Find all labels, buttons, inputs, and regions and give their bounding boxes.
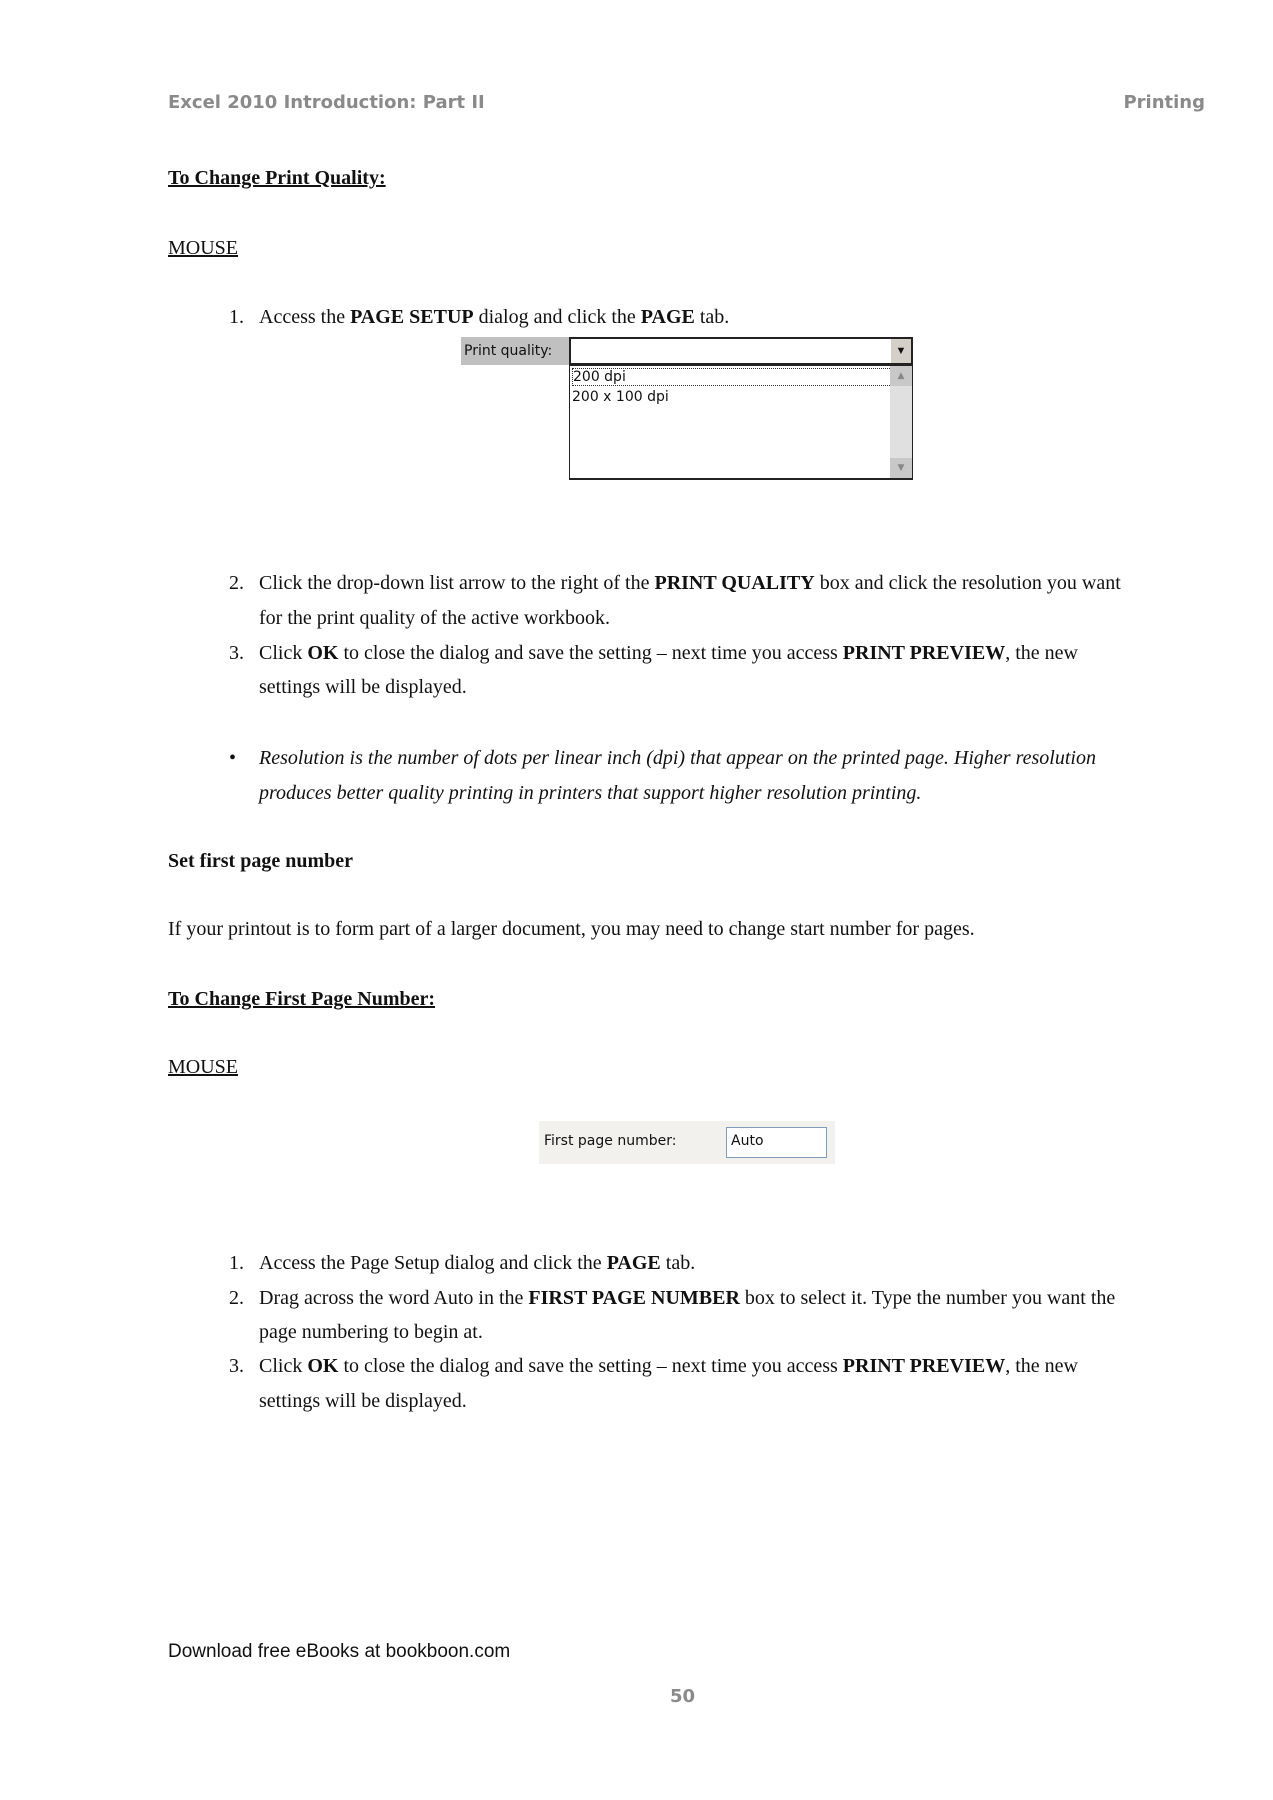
text-span: tab. [694, 306, 730, 328]
step-text-cont: settings will be displayed. [259, 676, 467, 698]
text-span: Drag across the word Auto in the [259, 1287, 529, 1309]
subsection-title: Set first page number [168, 850, 353, 872]
option-200x100dpi[interactable]: 200 x 100 dpi [572, 389, 669, 405]
section-heading: To Change First Page Number: [168, 988, 436, 1010]
option-200dpi[interactable]: 200 dpi [572, 368, 892, 386]
bullet-icon: • [229, 747, 237, 769]
bold-text: PRINT QUALITY [654, 572, 815, 594]
section-heading: To Change Print Quality: [168, 167, 386, 189]
text-span: box to select it. Type the number you want the [739, 1287, 1116, 1309]
print-quality-list[interactable] [569, 365, 913, 480]
mode-label: MOUSE [168, 237, 239, 259]
step-text [259, 305, 729, 329]
first-page-number-input[interactable]: Auto [726, 1127, 827, 1158]
bold-text: FIRST PAGE NUMBER [528, 1287, 740, 1309]
bold-text: PAGE [640, 306, 695, 328]
step-text-cont: page numbering to begin at. [259, 1321, 483, 1343]
bold-text: OK [307, 1355, 339, 1377]
first-page-number-widget [539, 1121, 835, 1164]
step-text [259, 1354, 1078, 1378]
header-title: Excel 2010 Introduction: Part II [168, 92, 485, 113]
text-span: Access the Page Setup dialog and click the [259, 1252, 607, 1274]
step-number: 2. [229, 572, 244, 594]
download-link[interactable]: Download free eBooks at bookboon.com [168, 1641, 511, 1662]
text-span: , the new [1005, 1355, 1078, 1377]
scrollbar[interactable] [890, 366, 912, 478]
step-text [259, 571, 1121, 595]
bold-text: PAGE SETUP [350, 306, 474, 328]
scroll-up-icon[interactable]: ▲ [890, 366, 912, 386]
step-text-cont: for the print quality of the active workbook. [259, 607, 611, 629]
bold-text: PAGE [606, 1252, 661, 1274]
step-number: 3. [229, 642, 244, 664]
mode-label: MOUSE [168, 1056, 239, 1078]
bold-text: PRINT PREVIEW [842, 1355, 1006, 1377]
first-page-number-label: First page number: [544, 1133, 677, 1149]
print-quality-dropdown[interactable] [569, 337, 913, 365]
text-span: to close the dialog and save the setting – next time you access [338, 1355, 843, 1377]
text-span: tab. [660, 1252, 696, 1274]
step-text-cont: settings will be displayed. [259, 1390, 467, 1412]
bold-text: PRINT PREVIEW [842, 642, 1006, 664]
text-span: Click [259, 642, 308, 664]
chevron-down-icon[interactable]: ▼ [891, 339, 911, 363]
scroll-down-icon[interactable]: ▼ [890, 458, 912, 478]
step-number: 1. [229, 1252, 244, 1274]
note-text: produces better quality printing in printers that support higher resolution printing. [259, 782, 922, 804]
text-span: box and click the resolution you want [814, 572, 1121, 594]
step-number: 1. [229, 306, 244, 328]
text-span: dialog and click the [473, 306, 641, 328]
text-span: , the new [1005, 642, 1078, 664]
text-span: Click [259, 1355, 308, 1377]
step-text [259, 1286, 1115, 1310]
text-span: to close the dialog and save the setting – next time you access [338, 642, 843, 664]
note-text: Resolution is the number of dots per linear inch (dpi) that appear on the printed page. Higher resolution [259, 747, 1096, 769]
text-span: Click the drop-down list arrow to the right of the [259, 572, 655, 594]
header-section: Printing [1123, 92, 1205, 113]
step-number: 2. [229, 1287, 244, 1309]
paragraph: If your printout is to form part of a larger document, you may need to change start number for pages. [168, 918, 975, 940]
step-text [259, 641, 1078, 665]
print-quality-label: Print quality: [461, 337, 569, 365]
step-number: 3. [229, 1355, 244, 1377]
text-span: Access the [259, 306, 351, 328]
step-text [259, 1251, 695, 1275]
page-number: 50 [669, 1686, 696, 1707]
bold-text: OK [307, 642, 339, 664]
